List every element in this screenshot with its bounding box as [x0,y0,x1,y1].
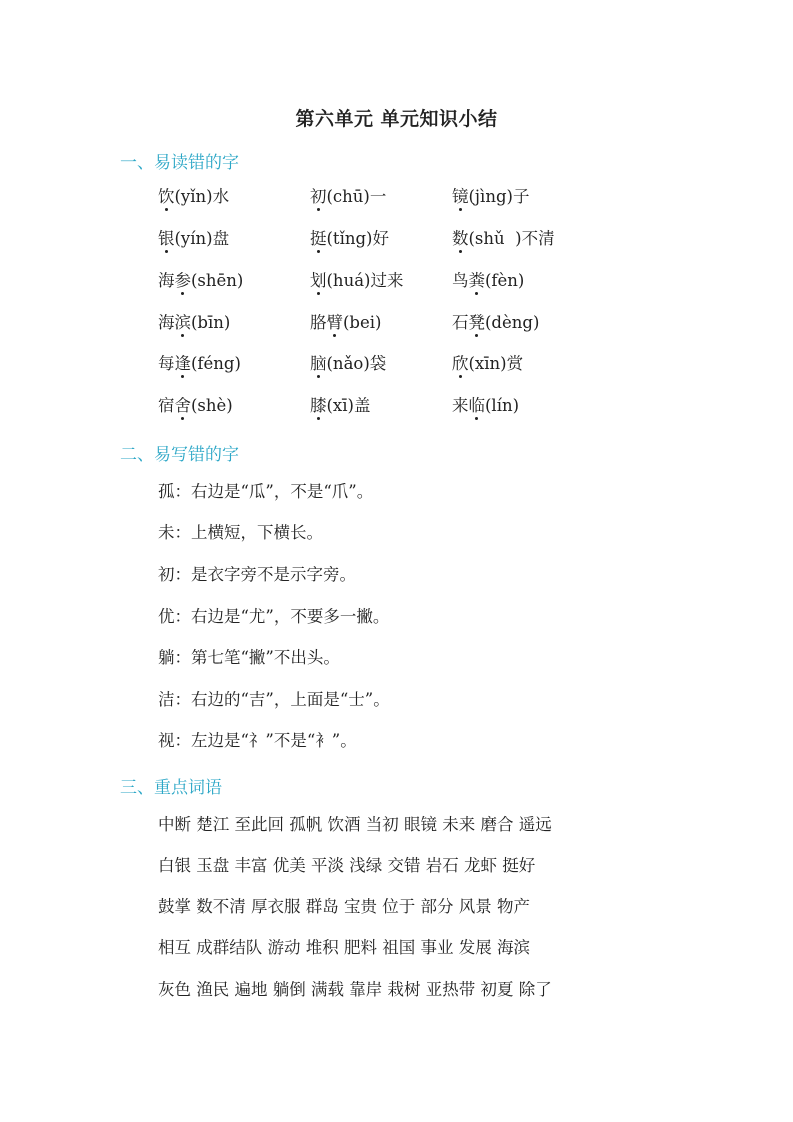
pinyin-item [452,271,524,291]
pinyin: (bīn) [191,313,231,332]
section-heading-miswritten: 二、易写错的字 [120,445,239,465]
pinyin: (tǐng) [326,229,373,248]
character-text: 好 [372,229,389,248]
pinyin-item [310,271,403,291]
character-text: 水 [212,187,230,206]
pinyin: (xīn) [468,354,507,373]
character-text: 过来 [370,271,404,290]
pinyin-item [310,187,386,207]
dotted-character: 银 [158,229,175,248]
pinyin-item [158,313,230,333]
character-text: 来 [452,396,469,415]
pinyin-item [310,396,370,416]
character-text: 鸟 [452,271,469,290]
character-text: 石 [452,313,469,332]
pinyin: (bei) [343,313,382,332]
dotted-character: 膝 [310,396,327,415]
dotted-character: 参 [174,271,191,290]
writing-tip: 优：右边是“尤”，不要多一撇。 [158,607,390,626]
pinyin-item [452,187,529,207]
writing-tip: 洁：右边的“吉”，上面是“士”。 [158,690,390,709]
dotted-character: 初 [310,187,327,206]
pinyin-item [452,396,519,416]
word-row: 灰色 渔民 遍地 躺倒 满载 靠岸 栽树 亚热带 初夏 除了 [158,980,552,999]
dotted-character: 舍 [174,396,191,415]
character-text: 子 [512,187,530,206]
pinyin-item [158,354,241,374]
pinyin: (shè) [191,396,233,415]
writing-tip: 躺：第七笔“撇”不出头。 [158,648,340,667]
page-title: 第六单元 单元知识小结 [295,108,498,130]
pinyin: (yǐn) [174,187,213,206]
character-text: 一 [369,187,387,206]
character-text: 海 [158,271,175,290]
dotted-character: 饮 [158,187,175,206]
pinyin-item [452,354,523,374]
dotted-character: 逢 [174,354,191,373]
pinyin: (chū) [326,187,370,206]
character-text: 海 [158,313,175,332]
character-text: 赏 [506,354,524,373]
pinyin-item [158,396,233,416]
dotted-character: 挺 [310,229,327,248]
pinyin: (fèn) [485,271,525,290]
pinyin: (shēn) [191,271,244,290]
character-text: 袋 [369,354,387,373]
pinyin: (huá) [326,271,371,290]
dotted-character: 数 [452,229,469,248]
pinyin-item [158,271,243,291]
pinyin-item [452,313,539,333]
dotted-character: 臂 [326,313,343,332]
pinyin: (féng) [191,354,241,373]
character-text: 盘 [212,229,230,248]
dotted-character: 临 [468,396,485,415]
section-heading-key-words: 三、重点词语 [120,778,222,798]
word-row: 中断 楚江 至此回 孤帆 饮酒 当初 眼镜 未来 磨合 遥远 [158,815,552,834]
dotted-character: 粪 [468,271,485,290]
dotted-character: 凳 [468,313,485,332]
pinyin: (nǎo) [326,354,370,373]
writing-tip: 视：左边是“礻”不是“衤”。 [158,731,357,750]
word-row: 相互 成群结队 游动 堆积 肥料 祖国 事业 发展 海滨 [158,938,530,957]
pinyin: (yín) [174,229,213,248]
pinyin-item [158,229,229,249]
writing-tip: 初：是衣字旁不是示字旁。 [158,565,356,584]
pinyin-item [158,187,229,207]
dotted-character: 欣 [452,354,469,373]
dotted-character: 划 [310,271,327,290]
character-text: 胳 [310,313,327,332]
word-row: 白银 玉盘 丰富 优美 平淡 浅绿 交错 岩石 龙虾 挺好 [158,856,536,875]
character-text: 盖 [353,396,371,415]
pinyin: (xī) [326,396,354,415]
pinyin-item [310,313,381,333]
dotted-character: 脑 [310,354,327,373]
writing-tip: 未：上横短，下横长。 [158,523,323,542]
pinyin: (lín) [485,396,520,415]
pinyin: (dèng) [485,313,540,332]
character-text: 每 [158,354,175,373]
section-heading-misread: 一、易读错的字 [120,153,239,173]
pinyin: (jìng) [468,187,513,206]
dotted-character: 滨 [174,313,191,332]
word-row: 鼓掌 数不清 厚衣服 群岛 宝贵 位于 部分 风景 物产 [158,897,530,916]
pinyin: (shǔ ) [468,229,522,248]
pinyin-item [310,354,386,374]
character-text: 不清 [521,229,555,248]
pinyin-item [452,229,555,249]
writing-tip: 孤：右边是“瓜”，不是“爪”。 [158,482,374,501]
dotted-character: 镜 [452,187,469,206]
character-text: 宿 [158,396,175,415]
pinyin-item [310,229,389,249]
